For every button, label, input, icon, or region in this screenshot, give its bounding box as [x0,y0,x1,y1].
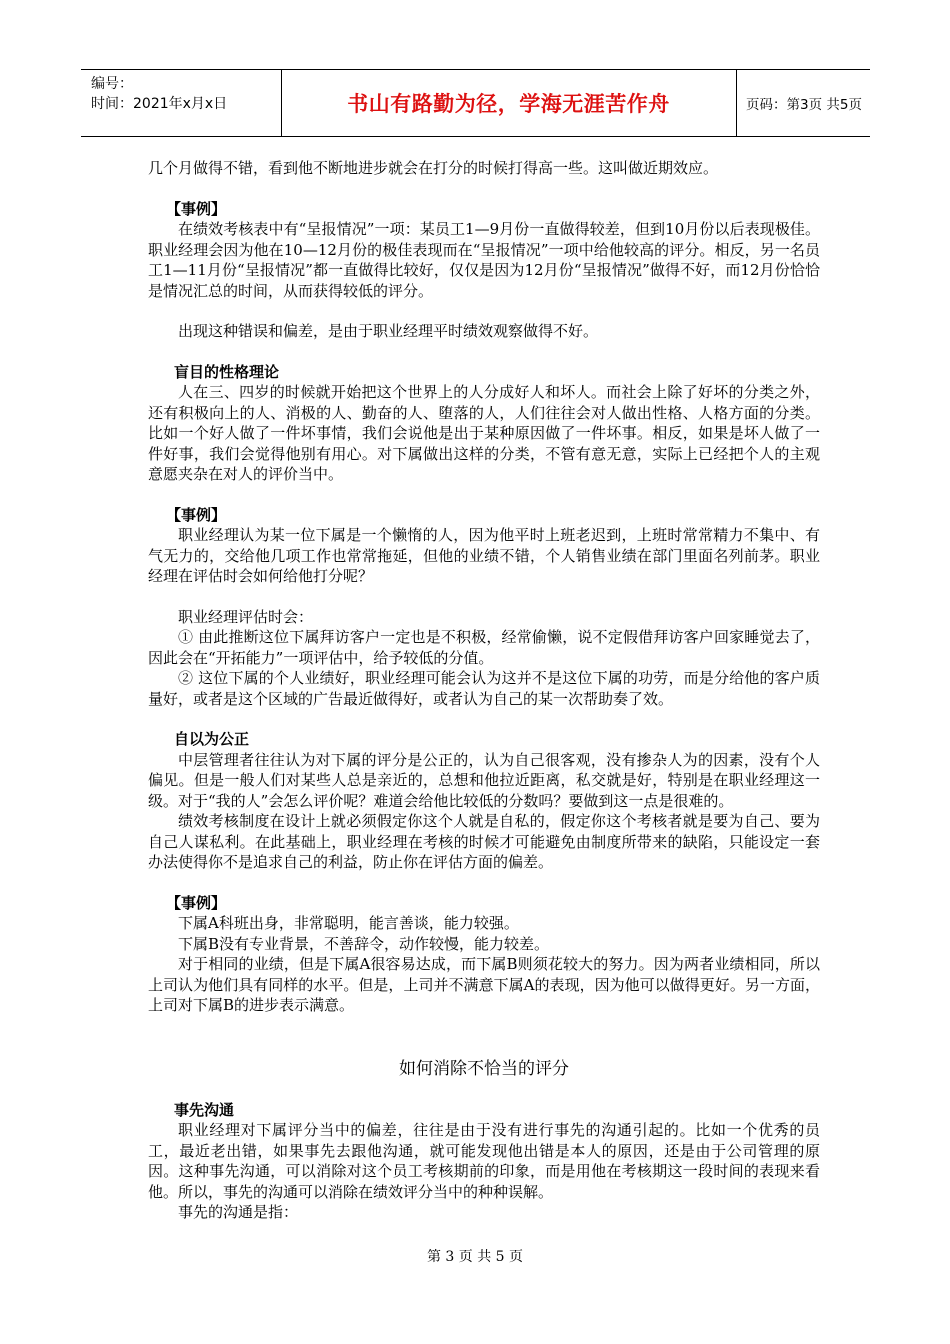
case-text-1: 在绩效考核表中有“呈报情况”一项：某员工1—9月份一直做得较差，但到10月份以后表现极佳。职业经理会因为他在10—12月份的极佳表现而在“呈报情况”一项中给他较高的评分。相反，另一名员工1—11月份“呈报情况”都一直做得比较好，仅仅是因为12月份“呈报情况”做得不好，而12月份恰恰是情况汇总的时间，从而获得较低的评分。 [148,220,820,300]
case-label-3: 【事例】 [166,893,227,912]
case-label-1: 【事例】 [166,199,227,218]
paragraph-cause: 出现这种错误和偏差，是由于职业经理平时绩效观察做得不好。 [178,322,599,340]
paragraph-intro: 几个月做得不错，看到他不断地进步就会在打分的时候打得高一些。这叫做近期效应。 [148,159,719,177]
paragraph-prior-communication: 职业经理对下属评分当中的偏差，往往是由于没有进行事先的沟通引起的。比如一个优秀的员工，最近老出错，如果事先去跟他沟通，就可能发现他出错是本人的原因，还是由于公司管理的原因。这种事先沟通，可以消除对这个员工考核期前的印象，而是用他在考核期这一段时间的表现来看他。所以，事先的沟通可以消除在绩效评分当中的种种误解。 [148,1121,820,1201]
paragraph-self-fair-2: 绩效考核制度在设计上就必须假定你这个人就是自私的，假定你这个考核者就是要为自己、要为自己人谋私利。在此基础上，职业经理在考核的时候才可能避免由制度所带来的缺陷，只能设定一套办法使得你不是追求自己的利益，防止你在评估方面的偏差。 [148,812,820,871]
case-text-3: 对于相同的业绩，但是下属A很容易达成，而下属B则须花较大的努力。因为两者业绩相同，所以上司认为他们具有同样的水平。但是，上司并不满意下属A的表现，因为他可以做得更好。另一方面，上司对下属B的进步表示满意。 [148,955,820,1014]
header-meta [81,70,282,136]
paragraph-self-fair-1: 中层管理者往往认为对下属的评分是公正的，认为自己很客观，没有掺杂人为的因素，没有个人偏见。但是一般人们对某些人总是亲近的，总想和他拉近距离，私交就是好，特别是在职业经理这一级。对于“我的人”会怎么评价呢？难道会给他比较低的分数吗？要做到这一点是很难的。 [148,750,820,810]
motto-text: 书山有路勤为径，学海无涯苦作舟 [347,92,670,116]
document-date: 时间：2021年x月x日 [91,96,228,112]
paragraph-assess-2: ② 这位下属的个人业绩好，职业经理可能会认为这并不是这位下属的功劳，而是分给他的客户质量好，或者是这个区域的广告最近做得好，或者认为自己的某一次帮助奏了效。 [148,669,820,708]
page-footer: 第 3 页 共 5 页 [426,1249,524,1265]
heading-prior-communication: 事先沟通 [174,1100,235,1119]
heading-blind-personality: 盲目的性格理论 [174,362,280,381]
document-body [148,158,820,1223]
case-text-3a: 下属A科班出身，非常聪明，能言善谈，能力较强。 [178,914,519,932]
case-label-2: 【事例】 [166,505,227,524]
paragraph-prior-communication-2: 事先的沟通是指： [178,1203,299,1221]
paragraph-blind-personality: 人在三、四岁的时候就开始把这个世界上的人分成好人和坏人。而社会上除了好坏的分类之外，还有积极向上的人、消极的人、勤奋的人、堕落的人，人们往往会对人做出性格、人格方面的分类。比如一个好人做了一件坏事情，我们会说他是出于某种原因做了一件坏事。相反，如果是坏人做了一件好事，我们会觉得他别有用心。对下属做出这样的分类，不管有意无意，实际上已经把个人的主观意愿夹杂在对人的评价当中。 [148,383,820,483]
section-title: 如何消除不恰当的评分 [399,1058,569,1079]
paragraph-assess-1: ① 由此推断这位下属拜访客户一定也是不积极，经常偷懒，说不定假借拜访客户回家睡觉去了，因此会在“开拓能力”一项评估中，给予较低的分值。 [148,628,820,667]
case-text-2: 职业经理认为某一位下属是一个懒惰的人，因为他平时上班老迟到，上班时常常精力不集中、有气无力的，交给他几项工作也常常拖延，但他的业绩不错，个人销售业绩在部门里面名列前茅。职业经理在评估时会如何给他打分呢？ [148,526,820,585]
page-header [81,69,870,137]
case-text-3b: 下属B没有专业背景，不善辞令，动作较慢，能力较差。 [178,934,550,953]
heading-self-fair: 自以为公正 [174,730,250,748]
paragraph-assess: 职业经理评估时会： [178,607,314,626]
document-number: 编号： [91,76,133,92]
header-page-info: 页码：第3页 共5页 [746,97,862,113]
header-motto [281,70,737,136]
